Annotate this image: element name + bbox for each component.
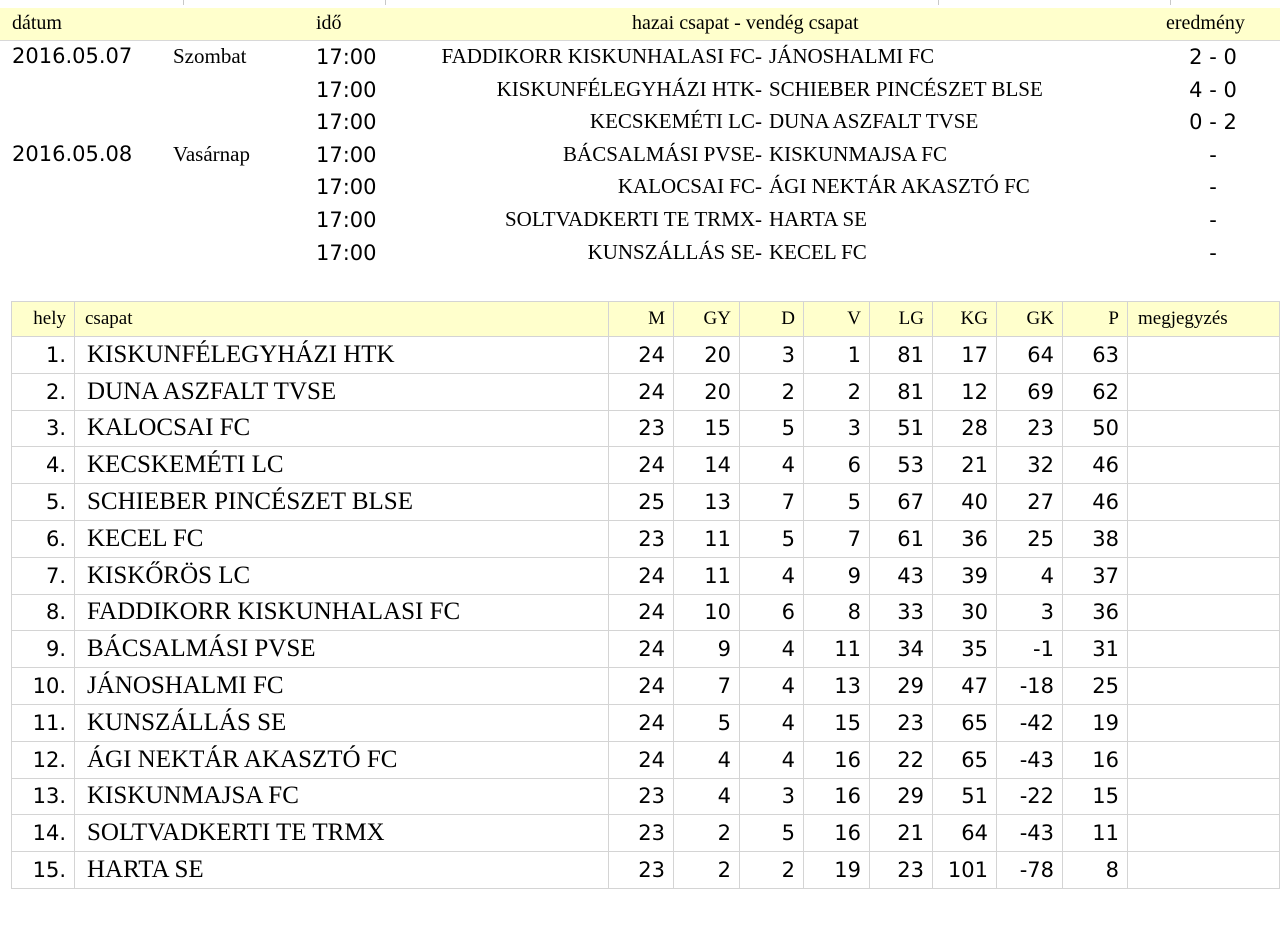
cell-m: 25 — [609, 484, 674, 521]
cell-lg: 29 — [870, 778, 933, 815]
cell-kg: 65 — [933, 704, 997, 741]
cell-gk: 32 — [997, 447, 1063, 484]
cell-v: 13 — [804, 668, 870, 705]
cell-team: KECEL FC — [75, 520, 609, 557]
cell-v: 19 — [804, 852, 870, 889]
fixture-home-team: SOLTVADKERTI TE TRMX — [505, 207, 755, 231]
standings-table — [11, 301, 1280, 889]
cell-m: 23 — [609, 852, 674, 889]
cell-gy: 4 — [674, 778, 740, 815]
fixture-away-team: DUNA ASZFALT TVSE — [769, 109, 979, 134]
fixture-separator: - — [755, 207, 762, 231]
cell-kg: 47 — [933, 668, 997, 705]
cell-lg: 53 — [870, 447, 933, 484]
top-gridline — [0, 0, 1280, 5]
cell-v: 16 — [804, 741, 870, 778]
cell-d: 4 — [740, 557, 804, 594]
standings-row — [12, 668, 1280, 705]
cell-gk: 27 — [997, 484, 1063, 521]
cell-lg: 81 — [870, 373, 933, 410]
cell-m: 23 — [609, 520, 674, 557]
cell-team: KISKŐRÖS LC — [75, 557, 609, 594]
standings-row — [12, 704, 1280, 741]
cell-kg: 39 — [933, 557, 997, 594]
cell-pos: 5. — [12, 484, 75, 521]
cell-p: 50 — [1063, 410, 1128, 447]
cell-v: 16 — [804, 815, 870, 852]
cell-p: 36 — [1063, 594, 1128, 631]
cell-gy: 5 — [674, 704, 740, 741]
cell-pos: 10. — [12, 668, 75, 705]
cell-d: 4 — [740, 668, 804, 705]
cell-d: 7 — [740, 484, 804, 521]
cell-gk: -78 — [997, 852, 1063, 889]
cell-note — [1128, 410, 1280, 447]
cell-gy: 20 — [674, 373, 740, 410]
cell-kg: 40 — [933, 484, 997, 521]
cell-pos: 12. — [12, 741, 75, 778]
cell-gk: -43 — [997, 741, 1063, 778]
cell-p: 46 — [1063, 447, 1128, 484]
cell-note — [1128, 557, 1280, 594]
cell-gk: -1 — [997, 631, 1063, 668]
fixture-time: 17:00 — [316, 45, 377, 69]
cell-p: 46 — [1063, 484, 1128, 521]
fixture-separator: - — [755, 239, 762, 264]
cell-m: 24 — [609, 704, 674, 741]
fixture-home-team: KISKUNFÉLEGYHÁZI HTK — [496, 76, 755, 101]
fixture-score: 4 - 0 — [1189, 77, 1237, 102]
col-gy: GY — [674, 302, 740, 337]
cell-m: 24 — [609, 668, 674, 705]
cell-d: 4 — [740, 704, 804, 741]
col-gk: GK — [997, 302, 1063, 337]
cell-gy: 13 — [674, 484, 740, 521]
cell-gk: 64 — [997, 337, 1063, 374]
cell-m: 24 — [609, 741, 674, 778]
cell-pos: 13. — [12, 778, 75, 815]
cell-pos: 9. — [12, 631, 75, 668]
cell-gy: 11 — [674, 557, 740, 594]
cell-v: 8 — [804, 594, 870, 631]
cell-v: 3 — [804, 410, 870, 447]
cell-note — [1128, 373, 1280, 410]
col-pos: hely — [12, 302, 75, 337]
cell-gy: 4 — [674, 741, 740, 778]
cell-team: DUNA ASZFALT TVSE — [75, 373, 609, 410]
cell-gy: 11 — [674, 520, 740, 557]
fixture-home-team: KALOCSAI FC — [617, 174, 755, 199]
cell-gk: 4 — [997, 557, 1063, 594]
cell-note — [1128, 484, 1280, 521]
cell-pos: 1. — [12, 337, 75, 374]
fixture-time: 17:00 — [316, 142, 377, 167]
fixture-time: 17:00 — [316, 110, 377, 135]
cell-pos: 8. — [12, 594, 75, 631]
cell-p: 25 — [1063, 668, 1128, 705]
standings-row — [12, 778, 1280, 815]
cell-m: 23 — [609, 778, 674, 815]
cell-kg: 51 — [933, 778, 997, 815]
fixtures-header — [0, 8, 1280, 41]
cell-p: 11 — [1063, 815, 1128, 852]
fixture-day: Szombat — [173, 44, 247, 68]
fixture-separator: - — [755, 44, 762, 68]
cell-gy: 20 — [674, 337, 740, 374]
cell-v: 2 — [804, 373, 870, 410]
cell-lg: 29 — [870, 668, 933, 705]
cell-pos: 6. — [12, 520, 75, 557]
cell-lg: 51 — [870, 410, 933, 447]
cell-lg: 33 — [870, 594, 933, 631]
cell-d: 5 — [740, 520, 804, 557]
fixture-time: 17:00 — [316, 208, 377, 232]
cell-d: 2 — [740, 852, 804, 889]
cell-pos: 7. — [12, 557, 75, 594]
cell-v: 1 — [804, 337, 870, 374]
cell-v: 15 — [804, 704, 870, 741]
cell-gy: 10 — [674, 594, 740, 631]
cell-v: 9 — [804, 557, 870, 594]
cell-team: HARTA SE — [75, 852, 609, 889]
cell-team: BÁCSALMÁSI PVSE — [75, 631, 609, 668]
cell-note — [1128, 668, 1280, 705]
cell-pos: 15. — [12, 852, 75, 889]
cell-gy: 2 — [674, 815, 740, 852]
cell-m: 24 — [609, 447, 674, 484]
fixture-date: 2016.05.07 — [12, 44, 133, 68]
cell-m: 24 — [609, 337, 674, 374]
cell-p: 16 — [1063, 741, 1128, 778]
cell-m: 24 — [609, 631, 674, 668]
cell-kg: 101 — [933, 852, 997, 889]
standings-row — [12, 557, 1280, 594]
cell-gy: 15 — [674, 410, 740, 447]
cell-team: KISKUNMAJSA FC — [75, 778, 609, 815]
cell-team: KALOCSAI FC — [75, 410, 609, 447]
cell-lg: 21 — [870, 815, 933, 852]
cell-note — [1128, 337, 1280, 374]
cell-d: 6 — [740, 594, 804, 631]
col-lg: LG — [870, 302, 933, 337]
cell-d: 3 — [740, 337, 804, 374]
cell-v: 16 — [804, 778, 870, 815]
cell-d: 5 — [740, 815, 804, 852]
col-p: P — [1063, 302, 1128, 337]
fixture-row — [0, 106, 1280, 138]
cell-gk: -18 — [997, 668, 1063, 705]
cell-d: 4 — [740, 631, 804, 668]
cell-kg: 30 — [933, 594, 997, 631]
cell-lg: 81 — [870, 337, 933, 374]
cell-pos: 14. — [12, 815, 75, 852]
cell-team: ÁGI NEKTÁR AKASZTÓ FC — [75, 741, 609, 778]
col-team: csapat — [75, 302, 609, 337]
cell-gk: 69 — [997, 373, 1063, 410]
fixture-time: 17:00 — [316, 240, 377, 265]
cell-p: 31 — [1063, 631, 1128, 668]
cell-kg: 65 — [933, 741, 997, 778]
standings-row — [12, 741, 1280, 778]
cell-p: 62 — [1063, 373, 1128, 410]
fixture-home-team: FADDIKORR KISKUNHALASI FC — [441, 44, 755, 68]
fixture-day: Vasárnap — [173, 141, 250, 166]
cell-pos: 11. — [12, 704, 75, 741]
standings-row — [12, 815, 1280, 852]
fixture-score: - — [1209, 175, 1217, 200]
standings-header-row — [12, 302, 1280, 337]
cell-gy: 7 — [674, 668, 740, 705]
standings-row — [12, 484, 1280, 521]
cell-m: 23 — [609, 815, 674, 852]
cell-p: 15 — [1063, 778, 1128, 815]
cell-gk: -22 — [997, 778, 1063, 815]
cell-p: 19 — [1063, 704, 1128, 741]
cell-v: 6 — [804, 447, 870, 484]
standings-row — [12, 520, 1280, 557]
standings-row — [12, 594, 1280, 631]
fixture-separator: - — [755, 174, 762, 199]
col-v: V — [804, 302, 870, 337]
cell-note — [1128, 852, 1280, 889]
fixture-row — [0, 237, 1280, 269]
fixture-away-team: SCHIEBER PINCÉSZET BLSE — [769, 76, 1043, 101]
col-kg: KG — [933, 302, 997, 337]
cell-lg: 23 — [870, 704, 933, 741]
cell-lg: 22 — [870, 741, 933, 778]
fixture-score: 2 - 0 — [1189, 45, 1237, 69]
cell-pos: 4. — [12, 447, 75, 484]
cell-d: 5 — [740, 410, 804, 447]
cell-team: SCHIEBER PINCÉSZET BLSE — [75, 484, 609, 521]
cell-note — [1128, 594, 1280, 631]
cell-note — [1128, 704, 1280, 741]
cell-kg: 12 — [933, 373, 997, 410]
standings-row — [12, 631, 1280, 668]
fixture-time: 17:00 — [316, 77, 377, 102]
fixture-score: - — [1209, 142, 1217, 167]
cell-m: 24 — [609, 557, 674, 594]
cell-team: KECSKEMÉTI LC — [75, 447, 609, 484]
cell-team: KISKUNFÉLEGYHÁZI HTK — [75, 337, 609, 374]
cell-lg: 23 — [870, 852, 933, 889]
cell-d: 2 — [740, 373, 804, 410]
cell-team: SOLTVADKERTI TE TRMX — [75, 815, 609, 852]
cell-pos: 3. — [12, 410, 75, 447]
cell-d: 4 — [740, 447, 804, 484]
cell-pos: 2. — [12, 373, 75, 410]
cell-d: 3 — [740, 778, 804, 815]
cell-p: 63 — [1063, 337, 1128, 374]
fixture-home-team: BÁCSALMÁSI PVSE — [563, 141, 755, 166]
fixture-away-team: HARTA SE — [769, 207, 867, 231]
standings-row — [12, 373, 1280, 410]
cell-v: 11 — [804, 631, 870, 668]
cell-note — [1128, 447, 1280, 484]
cell-v: 7 — [804, 520, 870, 557]
cell-lg: 34 — [870, 631, 933, 668]
standings-row — [12, 410, 1280, 447]
cell-kg: 21 — [933, 447, 997, 484]
fixture-row — [0, 41, 1280, 73]
fixture-home-team: KUNSZÁLLÁS SE — [587, 239, 755, 264]
cell-kg: 17 — [933, 337, 997, 374]
fixture-score: - — [1209, 208, 1217, 232]
cell-gy: 14 — [674, 447, 740, 484]
cell-gy: 9 — [674, 631, 740, 668]
cell-p: 38 — [1063, 520, 1128, 557]
fixture-away-team: KECEL FC — [769, 239, 867, 264]
cell-lg: 61 — [870, 520, 933, 557]
cell-note — [1128, 815, 1280, 852]
fixture-row — [0, 74, 1280, 106]
cell-kg: 36 — [933, 520, 997, 557]
fixture-separator: - — [755, 109, 762, 134]
header-match: hazai csapat - vendég csapat — [632, 12, 859, 34]
cell-team: JÁNOSHALMI FC — [75, 668, 609, 705]
cell-note — [1128, 741, 1280, 778]
fixture-date: 2016.05.08 — [12, 141, 133, 166]
cell-d: 4 — [740, 741, 804, 778]
col-d: D — [740, 302, 804, 337]
fixture-home-team: KECSKEMÉTI LC — [589, 109, 755, 134]
standings-row — [12, 852, 1280, 889]
header-date: dátum — [12, 12, 62, 34]
cell-team: KUNSZÁLLÁS SE — [75, 704, 609, 741]
cell-gk: 25 — [997, 520, 1063, 557]
cell-team: FADDIKORR KISKUNHALASI FC — [75, 594, 609, 631]
standings-row — [12, 447, 1280, 484]
fixture-row — [0, 171, 1280, 203]
cell-lg: 43 — [870, 557, 933, 594]
cell-kg: 35 — [933, 631, 997, 668]
cell-gk: -43 — [997, 815, 1063, 852]
fixture-score: 0 - 2 — [1189, 110, 1237, 135]
fixture-separator: - — [755, 76, 762, 101]
fixture-row — [0, 139, 1280, 171]
cell-gk: -42 — [997, 704, 1063, 741]
cell-note — [1128, 520, 1280, 557]
standings-row — [12, 337, 1280, 374]
fixture-score: - — [1209, 240, 1217, 265]
col-m: M — [609, 302, 674, 337]
cell-m: 24 — [609, 373, 674, 410]
cell-m: 24 — [609, 594, 674, 631]
fixture-time: 17:00 — [316, 175, 377, 200]
cell-p: 8 — [1063, 852, 1128, 889]
fixture-away-team: JÁNOSHALMI FC — [769, 44, 935, 68]
header-time: idő — [316, 12, 342, 34]
cell-kg: 64 — [933, 815, 997, 852]
cell-kg: 28 — [933, 410, 997, 447]
fixture-away-team: ÁGI NEKTÁR AKASZTÓ FC — [769, 174, 1030, 199]
cell-gk: 3 — [997, 594, 1063, 631]
cell-gy: 2 — [674, 852, 740, 889]
cell-note — [1128, 631, 1280, 668]
cell-gk: 23 — [997, 410, 1063, 447]
fixture-away-team: KISKUNMAJSA FC — [769, 141, 947, 166]
cell-p: 37 — [1063, 557, 1128, 594]
cell-m: 23 — [609, 410, 674, 447]
cell-note — [1128, 778, 1280, 815]
col-note: megjegyzés — [1128, 302, 1280, 337]
cell-v: 5 — [804, 484, 870, 521]
fixture-row — [0, 204, 1280, 236]
header-result: eredmény — [1166, 12, 1245, 34]
fixture-separator: - — [755, 141, 762, 166]
cell-lg: 67 — [870, 484, 933, 521]
